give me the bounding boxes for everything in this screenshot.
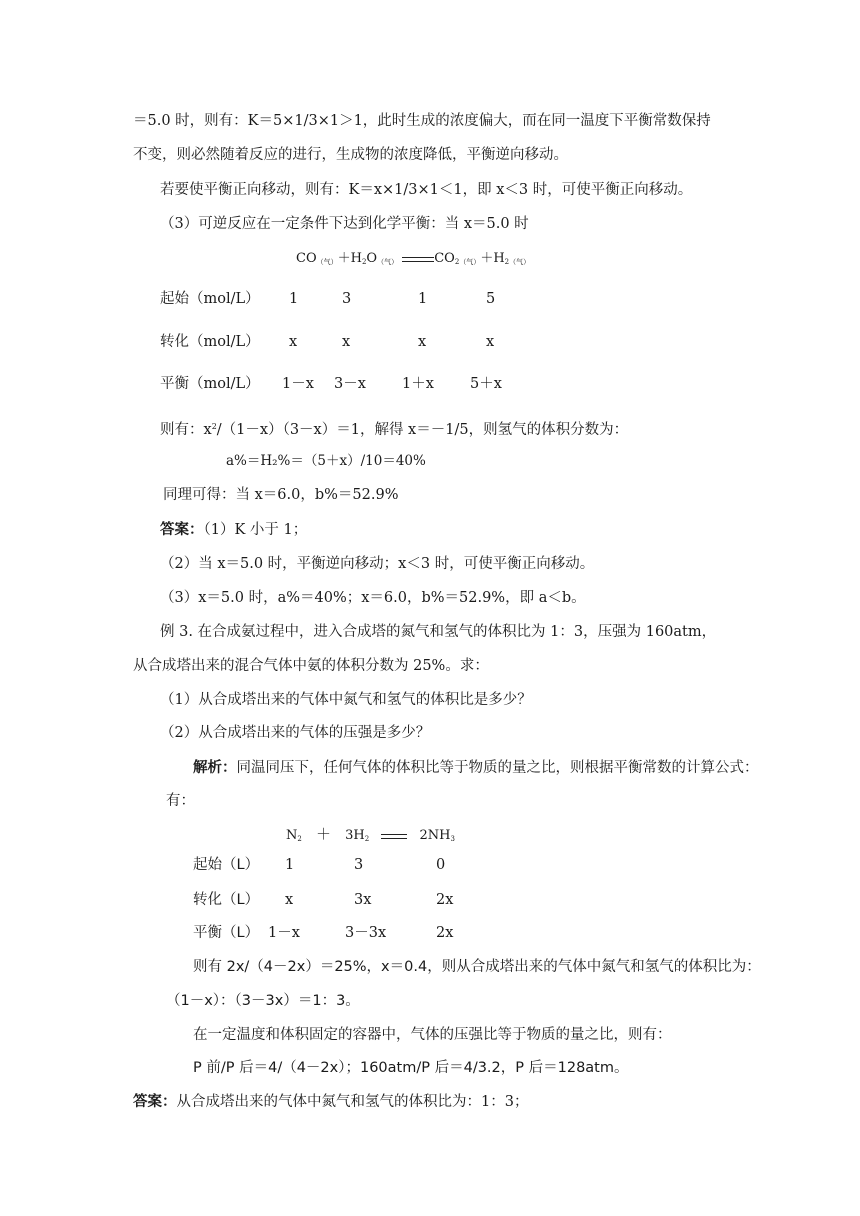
text-span: 则有：x — [160, 422, 212, 438]
answer-line — [160, 520, 307, 540]
text-line: 从合成塔出来的混合气体中氨的体积分数为 25%。求： — [133, 658, 489, 674]
row-label: 转化（L） — [193, 892, 260, 908]
row-label: 起始（mol/L） — [160, 291, 260, 307]
reaction-equation-co — [296, 249, 530, 272]
row-label: 起始（L） — [193, 857, 260, 873]
superscript: 2 — [211, 422, 217, 431]
text-span: 从合成塔出来的气体中氮气和氢气的体积比为：1：3； — [176, 1094, 529, 1110]
table-cell: x — [418, 334, 427, 350]
table-cell: 1 — [285, 857, 295, 873]
table-cell: 3 — [342, 291, 352, 307]
formula-co: CO — [296, 251, 317, 266]
formula-h: 3H — [345, 828, 365, 843]
formula-n: N — [286, 828, 298, 843]
formula-h2-prefix: ＋H — [480, 251, 505, 266]
example-title: 例 3. 在合成氨过程中，进入合成塔的氮气和氢气的体积比为 1：3，压强为 160atm， — [160, 624, 717, 640]
state-label: （气） — [377, 258, 399, 266]
state-label: （气） — [316, 258, 338, 266]
table-cell: x — [486, 334, 495, 350]
plus-sign: ＋ — [315, 825, 331, 843]
table-cell: 3x — [354, 892, 372, 908]
table-cell: 2x — [436, 892, 454, 908]
final-answer-line — [133, 1092, 528, 1112]
text-line: （3）x＝5.0 时，a%＝40%；x＝6.0，b%＝52.9%，即 a＜b。 — [160, 590, 586, 606]
subscript: 2 — [297, 835, 302, 843]
text-line: （2）当 x＝5.0 时，平衡逆向移动；x＜3 时，可使平衡正向移动。 — [160, 556, 595, 572]
text-span: （1）K 小于 1； — [203, 522, 308, 538]
text-line: （1－x）：（3－3x）＝1：3。 — [166, 993, 360, 1009]
equilibrium-arrow-icon — [381, 831, 407, 841]
text-span: 同温同压下，任何气体的体积比等于物质的量之比，则根据平衡常数的计算公式： — [236, 760, 759, 776]
text-line: 不变，则必然随着反应的进行，生成物的浓度降低，平衡逆向移动。 — [133, 147, 568, 163]
table-cell: 1－x — [282, 376, 314, 392]
state-label: （气） — [459, 258, 481, 266]
formula-o: O — [366, 251, 378, 266]
subscript: 3 — [450, 835, 455, 843]
table-cell: 1 — [418, 291, 428, 307]
table-cell: x — [342, 334, 351, 350]
question-1: （1）从合成塔出来的气体中氮气和氢气的体积比是多少？ — [160, 692, 532, 708]
text-line: 同理可得：当 x＝6.0，b%＝52.9% — [163, 487, 399, 503]
table-cell: 5＋x — [470, 376, 502, 392]
text-line: 有： — [166, 793, 195, 809]
subscript: 2 — [504, 258, 510, 266]
formula-nh: 2NH — [419, 828, 451, 843]
table-cell: 3 — [354, 857, 364, 873]
solution-label: 解析： — [193, 760, 237, 776]
text-line: a%＝H₂%＝（5＋x）/10＝40% — [226, 453, 426, 469]
text-line: （3）可逆反应在一定条件下达到化学平衡：当 x＝5.0 时 — [160, 216, 529, 232]
row-label: 平衡（mol/L） — [160, 376, 260, 392]
answer-label: 答案： — [133, 1093, 177, 1110]
table-cell: 1＋x — [402, 376, 434, 392]
subscript: 2 — [361, 258, 367, 266]
reaction-equation-nh3 — [286, 824, 455, 849]
answer-label: 答案： — [160, 521, 204, 538]
table-cell: 1－x — [268, 925, 300, 941]
table-cell: 1 — [289, 291, 299, 307]
state-label: （气） — [509, 258, 531, 266]
text-line: 则有 2x/（4－2x）＝25%，x＝0.4，则从合成塔出来的气体中氮气和氢气的体积比为： — [193, 959, 761, 975]
text-line: 若要使平衡正向移动，则有：K＝x×1/3×1＜1，即 x＜3 时，可使平衡正向移动。 — [160, 182, 693, 198]
table-cell: x — [285, 892, 294, 908]
solution-line — [193, 758, 759, 778]
formula-co2: CO — [434, 251, 455, 266]
text-span: /（1－x）（3－x）＝1，解得 x＝－1/5，则氢气的体积分数为： — [216, 422, 629, 438]
subscript: 2 — [364, 835, 370, 843]
text-line — [160, 417, 628, 440]
table-cell: 2x — [436, 925, 454, 941]
row-label: 平衡（L） — [193, 925, 260, 941]
table-cell: 3－3x — [345, 925, 387, 941]
table-cell: x — [289, 334, 298, 350]
table-cell: 3－x — [334, 376, 366, 392]
text-line: ＝5.0 时，则有：K＝5×1/3×1＞1，此时生成的浓度偏大，而在同一温度下平衡常数保持 — [133, 113, 711, 129]
text-line: P 前/P 后＝4/（4－2x）；160atm/P 后＝4/3.2，P 后＝128atm。 — [193, 1060, 629, 1076]
text-line: 在一定温度和体积固定的容器中，气体的压强比等于物质的量之比，则有： — [193, 1027, 672, 1043]
formula-h2o-prefix: ＋H — [337, 251, 362, 266]
row-label: 转化（mol/L） — [160, 334, 260, 350]
question-2: （2）从合成塔出来的气体的压强是多少？ — [160, 725, 431, 741]
table-cell: 0 — [436, 857, 446, 873]
subscript: 2 — [454, 258, 460, 266]
table-cell: 5 — [486, 291, 496, 307]
equilibrium-arrow-icon — [402, 254, 434, 264]
